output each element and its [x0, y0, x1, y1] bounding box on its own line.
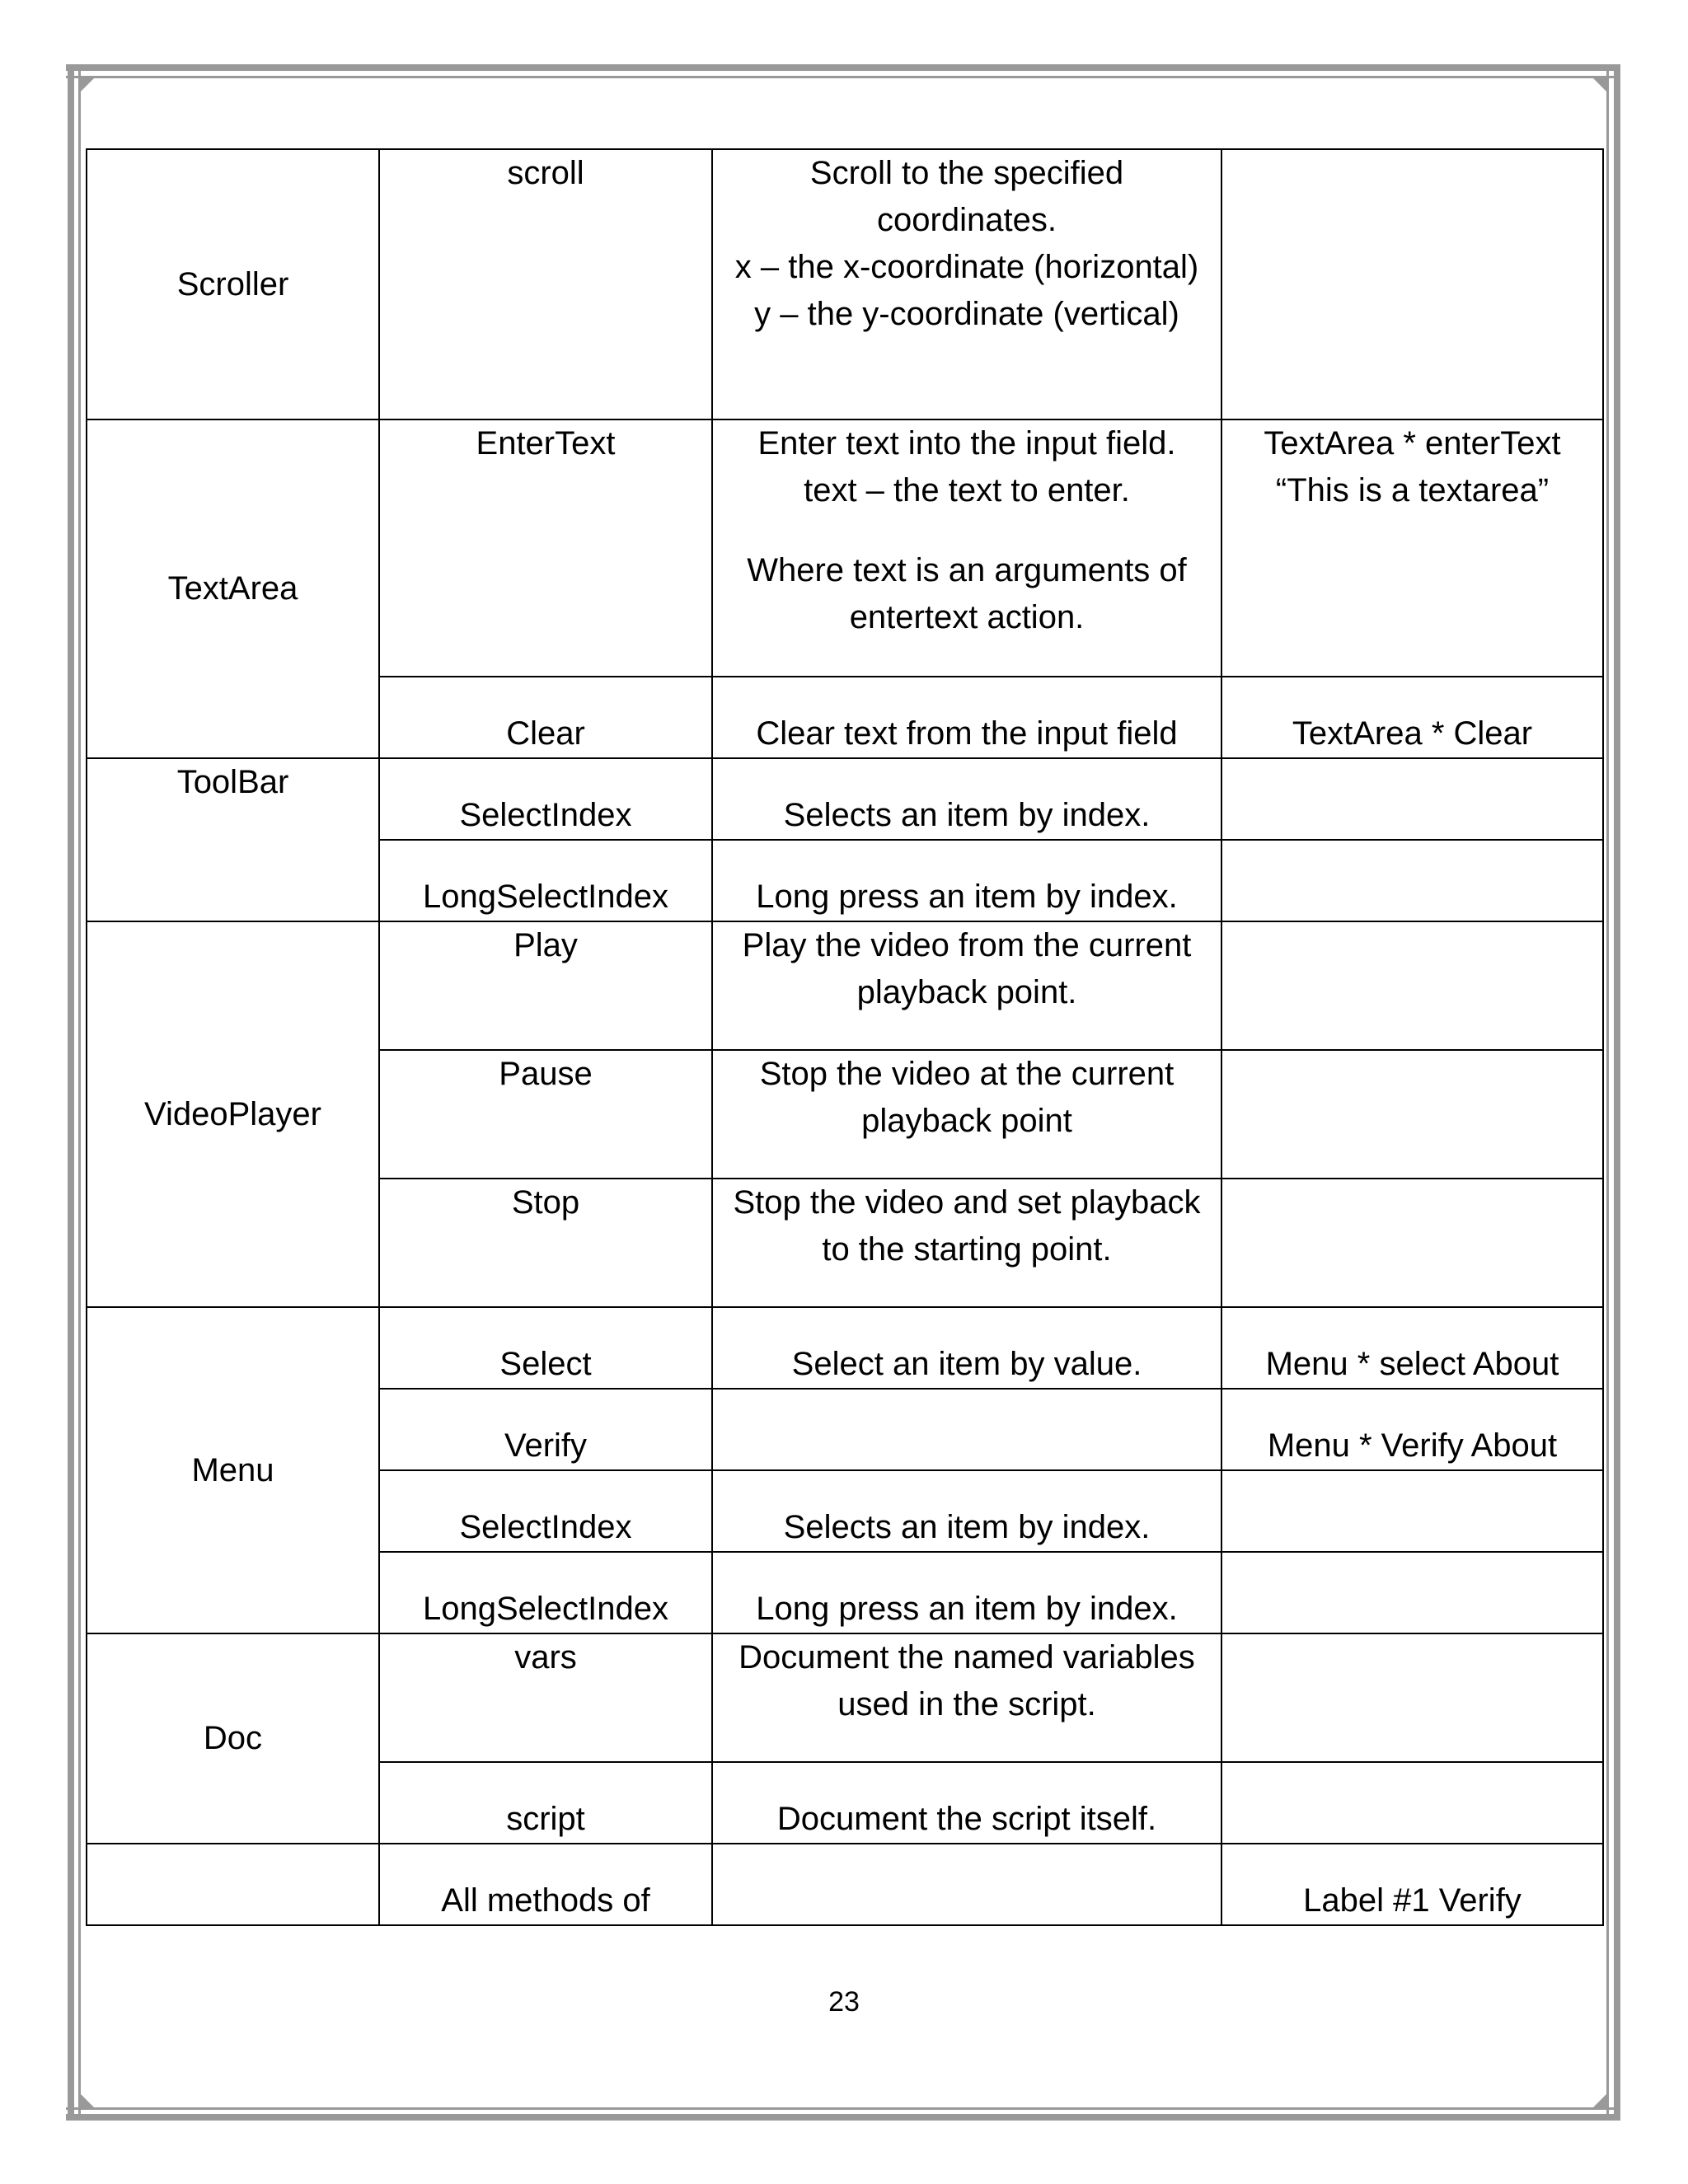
- description-cell: Play the video from the current playback point.: [712, 921, 1221, 1050]
- method-cell: scroll: [379, 149, 712, 419]
- description-cell: Selects an item by index.: [712, 1470, 1221, 1552]
- example-cell: [1221, 149, 1603, 419]
- example-line: TextArea * enterText: [1264, 425, 1561, 462]
- example-cell: [1221, 1179, 1603, 1307]
- page-border-right: [1614, 64, 1620, 2121]
- component-cell: Menu: [87, 1307, 379, 1633]
- method-cell: SelectIndex: [379, 758, 712, 840]
- page-border-right-inner: [1606, 64, 1609, 2121]
- description-cell: Long press an item by index.: [712, 1552, 1221, 1633]
- method-cell: Play: [379, 921, 712, 1050]
- page-number: 23: [828, 1986, 860, 2018]
- description-cell: [712, 1844, 1221, 1925]
- description-cell: Selects an item by index.: [712, 758, 1221, 840]
- method-cell: LongSelectIndex: [379, 1552, 712, 1633]
- description-cell: [712, 149, 1221, 419]
- example-cell: [1221, 419, 1603, 677]
- method-cell: SelectIndex: [379, 1470, 712, 1552]
- corner-ornament-top-right: [1593, 78, 1606, 91]
- page-border-bottom-inner: [66, 2107, 1620, 2110]
- method-cell: EnterText: [379, 419, 712, 677]
- example-cell: TextArea * Clear: [1221, 677, 1603, 758]
- example-cell: [1221, 1552, 1603, 1633]
- description-cell: Document the named variables used in the script.: [712, 1633, 1221, 1762]
- method-cell: Verify: [379, 1389, 712, 1470]
- description-line: y – the y-coordinate (vertical): [754, 296, 1179, 332]
- method-cell: Stop: [379, 1179, 712, 1307]
- example-cell: Menu * select About: [1221, 1307, 1603, 1389]
- corner-ornament-bottom-left: [81, 2094, 94, 2107]
- component-cell: [87, 1844, 379, 1925]
- description-cell: Document the script itself.: [712, 1762, 1221, 1844]
- method-cell: Clear: [379, 677, 712, 758]
- example-cell: Label #1 Verify: [1221, 1844, 1603, 1925]
- methods-table: [86, 148, 1604, 1926]
- example-line: “This is a textarea”: [1275, 472, 1550, 509]
- description-line: Enter text into the input field.: [757, 425, 1176, 462]
- description-cell: Long press an item by index.: [712, 840, 1221, 921]
- example-cell: [1221, 1633, 1603, 1762]
- page-border-left: [68, 64, 74, 2121]
- example-cell: [1221, 1470, 1603, 1552]
- method-cell: LongSelectIndex: [379, 840, 712, 921]
- corner-ornament-bottom-right: [1593, 2094, 1606, 2107]
- table-row: [87, 149, 1603, 419]
- page-border-left-inner: [78, 64, 81, 2121]
- table-row: [87, 1844, 1603, 1925]
- description-line: x – the x-coordinate (horizontal): [734, 249, 1199, 285]
- description-line: text – the text to enter.: [804, 472, 1130, 509]
- description-cell: Clear text from the input field: [712, 677, 1221, 758]
- method-cell: All methods of: [379, 1844, 712, 1925]
- description-line: Scroll to the specified coordinates.: [809, 155, 1124, 238]
- method-cell: script: [379, 1762, 712, 1844]
- example-cell: [1221, 840, 1603, 921]
- example-cell: [1221, 1762, 1603, 1844]
- method-cell: vars: [379, 1633, 712, 1762]
- description-cell: Stop the video at the current playback point: [712, 1050, 1221, 1179]
- table-row: [87, 1307, 1603, 1389]
- page-border-bottom: [66, 2114, 1620, 2121]
- page-border-top: [66, 64, 1620, 71]
- description-line: Where text is an arguments of entertext action.: [747, 552, 1187, 635]
- page-border-top-inner: [66, 76, 1620, 78]
- table-row: [87, 921, 1603, 1050]
- example-cell: [1221, 921, 1603, 1050]
- table-row: [87, 758, 1603, 840]
- description-cell: Stop the video and set playback to the starting point.: [712, 1179, 1221, 1307]
- component-cell: TextArea: [87, 419, 379, 758]
- corner-ornament-top-left: [81, 78, 94, 91]
- method-cell: Pause: [379, 1050, 712, 1179]
- method-cell: Select: [379, 1307, 712, 1389]
- example-cell: Menu * Verify About: [1221, 1389, 1603, 1470]
- example-cell: [1221, 758, 1603, 840]
- component-cell: Doc: [87, 1633, 379, 1844]
- description-cell: [712, 419, 1221, 677]
- example-cell: [1221, 1050, 1603, 1179]
- description-cell: Select an item by value.: [712, 1307, 1221, 1389]
- table-row: [87, 1633, 1603, 1762]
- table-row: [87, 419, 1603, 677]
- component-cell: VideoPlayer: [87, 921, 379, 1307]
- description-cell: [712, 1389, 1221, 1470]
- component-cell: ToolBar: [87, 758, 379, 921]
- component-cell: Scroller: [87, 149, 379, 419]
